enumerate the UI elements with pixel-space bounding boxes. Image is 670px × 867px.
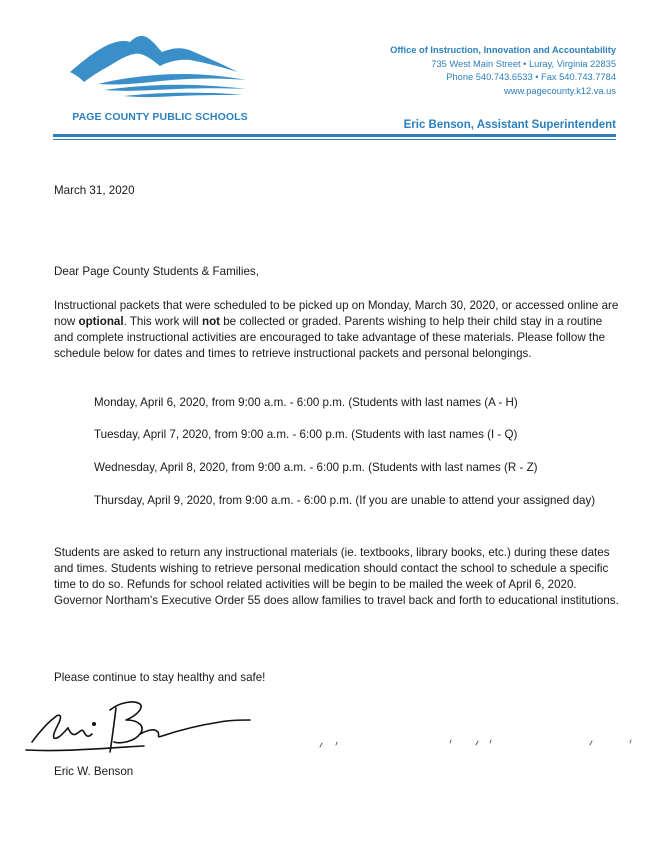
- para1-bold-optional: optional: [78, 315, 124, 328]
- closing-line: Please continue to stay healthy and safe!: [54, 671, 266, 684]
- signer-name: Eric W. Benson: [54, 765, 134, 778]
- para1-text-2: . This work will: [123, 315, 202, 328]
- handwritten-signature-icon: [24, 690, 254, 760]
- paragraph-return-materials: Students are asked to return any instructional materials (ie. textbooks, library books, etc.) during these dates and times. Students wishing to retrieve personal medication should contact the school to schedule a specific time to do so. Refunds for school related activities will be begin to be mailed the week of April 6, 2020. Governor Northam's Executive Order 55 does allow families to travel back and forth to educational institutions.: [54, 546, 619, 607]
- superintendent-name: Eric Benson, Assistant Superintendent: [403, 119, 616, 131]
- scan-artifact-marks: [300, 725, 660, 765]
- schedule-item-monday: Monday, April 6, 2020, from 9:00 a.m. - 6:00 p.m. (Students with last names (A - H): [94, 396, 518, 409]
- paragraph-instructional-packets: [54, 298, 619, 362]
- letterhead-divider: [53, 134, 616, 137]
- schedule-item-wednesday: Wednesday, April 8, 2020, from 9:00 a.m. - 6:00 p.m. (Students with last names (R - Z): [94, 461, 538, 474]
- para1-text-3: be collected or graded. Parents wishing to help their child stay in a routine and complete instructional activities are encouraged to take advantage of these materials. Please follow the schedule below for dates and times to retrieve instructional packets and personal belongings.: [54, 315, 606, 360]
- mountain-logo-icon: [62, 30, 252, 110]
- schedule-item-tuesday: Tuesday, April 7, 2020, from 9:00 a.m. - 6:00 p.m. (Students with last names (I - Q): [94, 428, 518, 441]
- letter-date: March 31, 2020: [54, 184, 135, 197]
- office-title: Office of Instruction, Innovation and Accountability: [390, 45, 616, 55]
- letterhead-divider-thin: [53, 139, 616, 140]
- office-contact-block: [390, 44, 616, 98]
- salutation: Dear Page County Students & Families,: [54, 265, 259, 278]
- school-name: PAGE COUNTY PUBLIC SCHOOLS: [72, 111, 248, 123]
- office-address: 735 West Main Street • Luray, Virginia 22835: [431, 58, 616, 69]
- schedule-item-thursday: Thursday, April 9, 2020, from 9:00 a.m. - 6:00 p.m. (If you are unable to attend your assigned day): [94, 494, 596, 507]
- para1-bold-not: not: [201, 315, 221, 328]
- office-website: www.pagecounty.k12.va.us: [504, 85, 616, 96]
- office-phone-fax: Phone 540.743.6533 • Fax 540.743.7784: [446, 72, 616, 83]
- para1-text-1: Instructional packets that were scheduled to be picked up on Monday, March 30, 2020, or accessed online are now: [54, 299, 619, 328]
